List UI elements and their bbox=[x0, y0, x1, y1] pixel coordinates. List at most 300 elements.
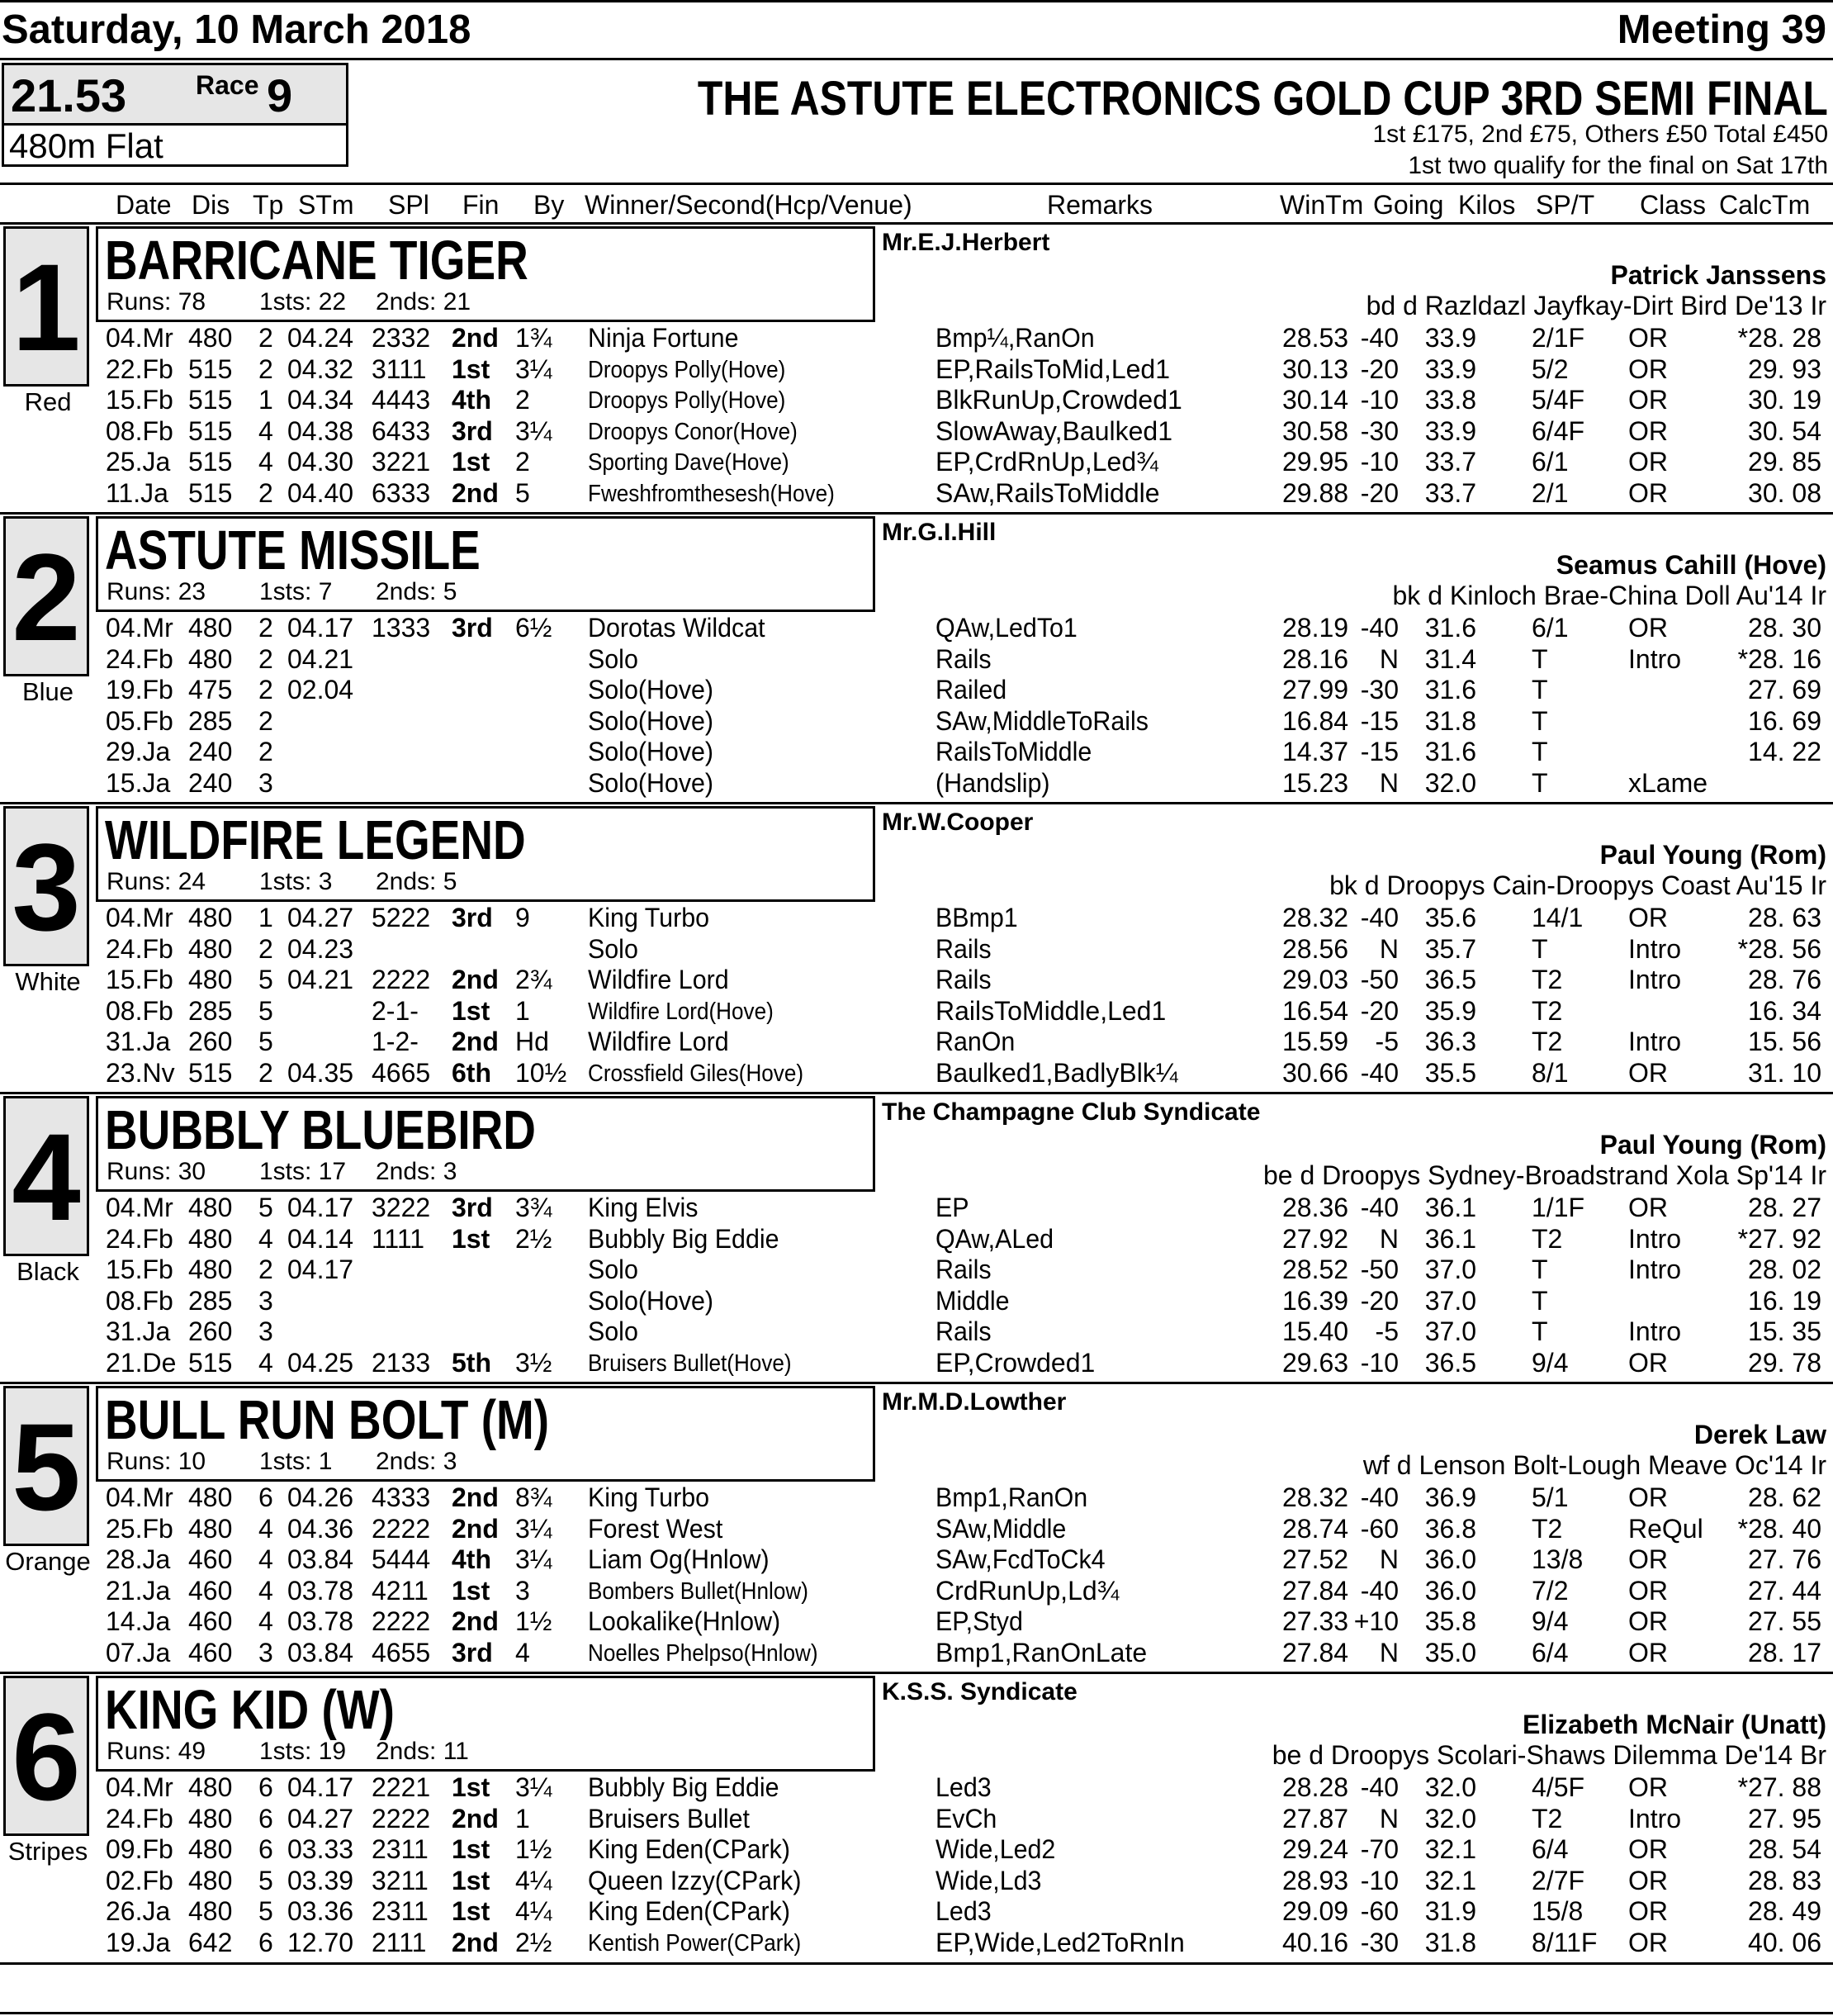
trap-number: 1 bbox=[12, 238, 81, 377]
form-spl: 2311 bbox=[372, 1896, 429, 1927]
form-row bbox=[0, 478, 1833, 510]
form-remarks: EvCh bbox=[935, 1803, 997, 1833]
race-box bbox=[2, 63, 348, 167]
form-calc: 28. 63 bbox=[1748, 903, 1821, 932]
form-winner: Sporting Dave(Hove) bbox=[588, 449, 789, 477]
form-spt: 9/4 bbox=[1532, 1348, 1569, 1378]
form-tp: 4 bbox=[258, 415, 273, 446]
form-calc: 28. 17 bbox=[1748, 1638, 1821, 1667]
form-date: 24.Fb bbox=[106, 933, 173, 964]
form-kilos: 36.9 bbox=[1424, 1482, 1476, 1512]
form-wintm: 15.59 bbox=[1282, 1027, 1349, 1057]
form-going: -50 bbox=[1360, 1255, 1399, 1285]
form-going: N bbox=[1379, 933, 1399, 964]
form-row bbox=[0, 1576, 1833, 1607]
form-stm: 04.23 bbox=[287, 933, 354, 964]
form-spl: 2222 bbox=[372, 1803, 431, 1833]
form-kilos: 35.5 bbox=[1424, 1058, 1476, 1088]
form-winner: Solo bbox=[588, 1255, 638, 1285]
seconds-count: 2nds: 5 bbox=[376, 868, 457, 895]
form-remarks: EP bbox=[935, 1193, 969, 1222]
col-fin: Fin bbox=[462, 190, 500, 220]
form-remarks: SAw,FcdToCk4 bbox=[935, 1544, 1106, 1575]
form-date: 04.Mr bbox=[106, 613, 173, 643]
form-wintm: 28.93 bbox=[1282, 1865, 1349, 1895]
form-dis: 515 bbox=[188, 415, 233, 446]
form-by: 3½ bbox=[515, 1348, 552, 1378]
form-by: 3 bbox=[515, 1575, 530, 1606]
form-dis: 515 bbox=[188, 385, 233, 415]
form-stm: 03.78 bbox=[287, 1575, 354, 1606]
form-dis: 480 bbox=[188, 1193, 233, 1222]
dog-name: WILDFIRE LEGEND bbox=[105, 809, 526, 871]
form-going: -40 bbox=[1360, 1575, 1399, 1606]
form-stm: 03.39 bbox=[287, 1865, 354, 1895]
form-fin: 1st bbox=[452, 1865, 490, 1895]
form-row bbox=[0, 1286, 1833, 1317]
form-dis: 260 bbox=[188, 1027, 233, 1057]
breeding: be d Droopys Sydney-Broadstrand Xola Sp'14 Ir bbox=[1262, 1160, 1826, 1190]
form-row bbox=[0, 768, 1833, 799]
form-remarks: (Handslip) bbox=[935, 768, 1050, 798]
form-date: 07.Ja bbox=[106, 1638, 171, 1667]
form-cls: OR bbox=[1628, 1834, 1668, 1865]
form-stm: 03.84 bbox=[287, 1544, 354, 1575]
form-remarks: SAw,MiddleToRails bbox=[935, 705, 1149, 736]
form-row bbox=[0, 675, 1833, 706]
form-winner: Queen Izzy(CPark) bbox=[588, 1865, 802, 1895]
form-by: 3¼ bbox=[515, 1513, 552, 1544]
form-row bbox=[0, 1834, 1833, 1866]
form-date: 05.Fb bbox=[106, 705, 173, 736]
form-spt: 6/4F bbox=[1532, 415, 1585, 446]
form-spl: 4443 bbox=[372, 385, 431, 415]
form-cls: OR bbox=[1628, 1638, 1668, 1667]
runs-count: Runs: 10 bbox=[107, 1448, 206, 1475]
form-going: -20 bbox=[1360, 995, 1399, 1026]
form-calc: 30. 08 bbox=[1748, 478, 1821, 508]
firsts-count: 1sts: 1 bbox=[259, 1448, 333, 1475]
form-kilos: 32.0 bbox=[1424, 1803, 1476, 1833]
form-fin: 5th bbox=[452, 1348, 491, 1378]
form-remarks: EP,CrdRnUp,Led¾ bbox=[935, 447, 1158, 477]
form-fin: 3rd bbox=[452, 1193, 493, 1222]
form-tp: 6 bbox=[258, 1803, 273, 1833]
runner-separator bbox=[0, 1092, 1833, 1094]
form-winner: Forest West bbox=[588, 1513, 723, 1544]
form-wintm: 16.84 bbox=[1282, 705, 1349, 736]
form-tp: 5 bbox=[258, 1865, 273, 1895]
form-going: N bbox=[1379, 1544, 1399, 1575]
owner: Mr.W.Cooper bbox=[882, 809, 1034, 836]
form-fin: 2nd bbox=[452, 323, 499, 353]
form-dis: 480 bbox=[188, 965, 233, 995]
form-dis: 515 bbox=[188, 447, 233, 477]
form-tp: 6 bbox=[258, 1928, 273, 1957]
form-calc: 40. 06 bbox=[1748, 1928, 1821, 1957]
form-winner: Droopys Polly(Hove) bbox=[588, 356, 786, 383]
form-row bbox=[0, 613, 1833, 644]
form-date: 04.Mr bbox=[106, 323, 173, 353]
form-date: 31.Ja bbox=[106, 1027, 171, 1057]
form-fin: 1st bbox=[452, 1575, 490, 1606]
col-remarks: Remarks bbox=[1047, 190, 1153, 220]
form-going: -50 bbox=[1360, 965, 1399, 995]
form-going: -30 bbox=[1360, 675, 1399, 705]
firsts-count: 1sts: 17 bbox=[259, 1158, 347, 1185]
form-kilos: 31.4 bbox=[1424, 643, 1476, 674]
form-winner: Solo(Hove) bbox=[588, 737, 714, 767]
form-date: 25.Fb bbox=[106, 1513, 173, 1544]
form-date: 22.Fb bbox=[106, 353, 173, 384]
race-distance: 480m Flat bbox=[9, 126, 163, 165]
form-spl: 4665 bbox=[372, 1058, 431, 1088]
runner-separator bbox=[0, 512, 1833, 515]
col-spt: SP/T bbox=[1536, 190, 1595, 220]
form-by: 1½ bbox=[515, 1834, 552, 1865]
firsts-count: 1sts: 7 bbox=[259, 578, 333, 605]
form-row bbox=[0, 1544, 1833, 1576]
form-remarks: Rails bbox=[935, 643, 992, 674]
form-tp: 1 bbox=[258, 903, 273, 932]
form-dis: 460 bbox=[188, 1606, 233, 1637]
form-date: 08.Fb bbox=[106, 1285, 173, 1316]
form-dis: 480 bbox=[188, 933, 233, 964]
form-by: 1½ bbox=[515, 1606, 552, 1637]
form-cls: ReQul bbox=[1628, 1513, 1703, 1544]
form-stm: 04.26 bbox=[287, 1482, 354, 1512]
form-stm: 04.25 bbox=[287, 1348, 354, 1378]
form-date: 15.Fb bbox=[106, 1255, 173, 1285]
form-spt: 5/1 bbox=[1532, 1482, 1569, 1512]
seconds-count: 2nds: 11 bbox=[376, 1738, 469, 1765]
form-going: -15 bbox=[1360, 705, 1399, 736]
owner: Mr.G.I.Hill bbox=[882, 519, 997, 546]
form-winner: Bombers Bullet(Hnlow) bbox=[588, 1577, 808, 1605]
form-stm: 04.30 bbox=[287, 447, 354, 477]
form-date: 19.Ja bbox=[106, 1928, 171, 1957]
form-going: -40 bbox=[1360, 1772, 1399, 1802]
form-going: -20 bbox=[1360, 353, 1399, 384]
form-stm: 04.14 bbox=[287, 1223, 354, 1254]
form-spl: 4211 bbox=[372, 1575, 429, 1606]
form-going: -40 bbox=[1360, 323, 1399, 353]
form-date: 02.Fb bbox=[106, 1865, 173, 1895]
form-cls: OR bbox=[1628, 1606, 1668, 1637]
form-spt: 1/1F bbox=[1532, 1193, 1585, 1222]
form-fin: 1st bbox=[452, 1834, 490, 1865]
form-calc: *28. 28 bbox=[1737, 323, 1821, 353]
form-dis: 480 bbox=[188, 1513, 233, 1544]
form-cls: OR bbox=[1628, 415, 1668, 446]
form-winner: Solo bbox=[588, 933, 638, 964]
dog-name-box bbox=[96, 226, 875, 322]
form-kilos: 32.1 bbox=[1424, 1865, 1476, 1895]
form-kilos: 31.8 bbox=[1424, 705, 1476, 736]
form-wintm: 28.56 bbox=[1282, 933, 1349, 964]
runner-separator bbox=[0, 1672, 1833, 1674]
form-spl: 3111 bbox=[372, 353, 427, 384]
col-calctm: CalcTm bbox=[1719, 190, 1811, 220]
form-going: -40 bbox=[1360, 903, 1399, 932]
form-row bbox=[0, 1928, 1833, 1959]
form-winner: Lookalike(Hnlow) bbox=[588, 1606, 781, 1637]
trap-number: 4 bbox=[12, 1108, 81, 1246]
form-cls: OR bbox=[1628, 353, 1668, 384]
form-dis: 515 bbox=[188, 1058, 233, 1088]
runs-count: Runs: 23 bbox=[107, 578, 206, 605]
form-going: -5 bbox=[1375, 1027, 1399, 1057]
form-spt: T2 bbox=[1532, 1803, 1563, 1833]
form-dis: 475 bbox=[188, 675, 233, 705]
owner: The Champagne Club Syndicate bbox=[882, 1098, 1261, 1126]
form-going: -20 bbox=[1360, 478, 1399, 508]
form-cls: Intro bbox=[1628, 1316, 1682, 1347]
firsts-count: 1sts: 3 bbox=[259, 868, 333, 895]
form-kilos: 33.9 bbox=[1424, 415, 1476, 446]
form-row bbox=[0, 1866, 1833, 1897]
form-winner: Wildfire Lord(Hove) bbox=[588, 998, 774, 1025]
form-cls: OR bbox=[1628, 385, 1668, 415]
form-wintm: 27.84 bbox=[1282, 1575, 1349, 1606]
form-calc: 14. 22 bbox=[1748, 737, 1821, 767]
form-stm: 04.21 bbox=[287, 643, 354, 674]
form-dis: 480 bbox=[188, 1772, 233, 1802]
prize-money: 1st £175, 2nd £75, Others £50 Total £450 bbox=[1372, 121, 1828, 148]
form-spl: 4655 bbox=[372, 1638, 431, 1667]
form-remarks: Wide,Ld3 bbox=[935, 1865, 1042, 1895]
form-date: 24.Fb bbox=[106, 643, 173, 674]
form-spt: T bbox=[1532, 1255, 1548, 1285]
form-spt: 15/8 bbox=[1532, 1896, 1584, 1927]
form-spl: 2222 bbox=[372, 1513, 431, 1544]
form-wintm: 29.09 bbox=[1282, 1896, 1349, 1927]
form-going: -10 bbox=[1360, 1865, 1399, 1895]
form-going: N bbox=[1379, 1223, 1399, 1254]
form-spl: 2332 bbox=[372, 323, 431, 353]
form-by: 3¾ bbox=[515, 1193, 552, 1222]
form-by: 3¼ bbox=[515, 1544, 552, 1575]
form-tp: 4 bbox=[258, 1575, 273, 1606]
breeding: be d Droopys Scolari-Shaws Dilemma De'14 Br bbox=[1272, 1740, 1826, 1770]
form-spt: 8/1 bbox=[1532, 1058, 1569, 1088]
dog-name: BARRICANE TIGER bbox=[105, 230, 528, 292]
form-calc: 15. 56 bbox=[1748, 1027, 1821, 1057]
form-date: 15.Fb bbox=[106, 385, 173, 415]
trap-colour: White bbox=[15, 967, 81, 996]
form-row bbox=[0, 385, 1833, 416]
form-dis: 240 bbox=[188, 768, 233, 798]
form-kilos: 35.8 bbox=[1424, 1606, 1476, 1637]
runner-separator bbox=[0, 222, 1833, 225]
form-calc: 28. 54 bbox=[1748, 1834, 1821, 1865]
form-winner: Bruisers Bullet bbox=[588, 1803, 750, 1833]
form-dis: 480 bbox=[188, 903, 233, 932]
form-spl: 2111 bbox=[372, 1928, 427, 1957]
form-tp: 2 bbox=[258, 478, 273, 508]
form-going: -15 bbox=[1360, 737, 1399, 767]
col-dis: Dis bbox=[192, 190, 230, 220]
form-tp: 2 bbox=[258, 705, 273, 736]
form-cls: OR bbox=[1628, 1482, 1668, 1512]
form-dis: 285 bbox=[188, 705, 233, 736]
col-going: Going bbox=[1373, 190, 1444, 220]
form-by: 9 bbox=[515, 903, 530, 932]
form-spt: T2 bbox=[1532, 965, 1563, 995]
form-kilos: 37.0 bbox=[1424, 1316, 1476, 1347]
form-row bbox=[0, 1482, 1833, 1514]
form-row bbox=[0, 1348, 1833, 1379]
form-winner: Solo(Hove) bbox=[588, 768, 714, 798]
form-tp: 5 bbox=[258, 965, 273, 995]
form-fin: 6th bbox=[452, 1058, 491, 1088]
form-dis: 480 bbox=[188, 1482, 233, 1512]
form-by: Hd bbox=[515, 1027, 549, 1057]
form-tp: 5 bbox=[258, 1896, 273, 1927]
form-remarks: RailsToMiddle,Led1 bbox=[935, 995, 1167, 1026]
form-calc: 27. 76 bbox=[1748, 1544, 1821, 1575]
col-tp: Tp bbox=[253, 190, 284, 220]
form-tp: 4 bbox=[258, 1544, 273, 1575]
form-dis: 515 bbox=[188, 478, 233, 508]
form-calc: 28. 83 bbox=[1748, 1865, 1821, 1895]
form-winner: Ninja Fortune bbox=[588, 323, 739, 353]
meeting-date: Saturday, 10 March 2018 bbox=[2, 7, 471, 52]
form-winner: Solo bbox=[588, 1316, 638, 1347]
form-wintm: 27.92 bbox=[1282, 1223, 1349, 1254]
form-spt: 4/5F bbox=[1532, 1772, 1585, 1802]
dog-name: BUBBLY BLUEBIRD bbox=[105, 1099, 536, 1161]
form-dis: 240 bbox=[188, 737, 233, 767]
form-spt: T bbox=[1532, 768, 1548, 798]
form-spt: 2/1 bbox=[1532, 478, 1569, 508]
form-cls: OR bbox=[1628, 1575, 1668, 1606]
form-winner: King Eden(CPark) bbox=[588, 1834, 790, 1865]
dog-name: ASTUTE MISSILE bbox=[105, 519, 481, 581]
form-kilos: 32.1 bbox=[1424, 1834, 1476, 1865]
form-winner: Solo bbox=[588, 643, 638, 674]
trainer: Derek Law bbox=[1693, 1420, 1826, 1449]
form-remarks: Bmp1,RanOn bbox=[935, 1482, 1088, 1512]
dog-name-box bbox=[96, 516, 875, 612]
form-stm: 03.33 bbox=[287, 1834, 354, 1865]
form-tp: 2 bbox=[258, 675, 273, 705]
form-wintm: 14.37 bbox=[1282, 737, 1349, 767]
form-spl: 1111 bbox=[372, 1223, 425, 1254]
col-spl: SPl bbox=[388, 190, 429, 220]
form-going: N bbox=[1379, 643, 1399, 674]
col-wintm: WinTm bbox=[1280, 190, 1364, 220]
form-row bbox=[0, 1804, 1833, 1835]
form-calc: *28. 16 bbox=[1737, 643, 1821, 674]
form-cls: OR bbox=[1628, 323, 1668, 353]
form-spl: 2222 bbox=[372, 1606, 431, 1637]
form-row bbox=[0, 1058, 1833, 1089]
trainer: Paul Young (Rom) bbox=[1599, 1130, 1826, 1160]
form-stm: 04.17 bbox=[287, 1772, 354, 1802]
form-fin: 1st bbox=[452, 1896, 490, 1927]
form-stm: 04.17 bbox=[287, 1255, 354, 1285]
form-tp: 6 bbox=[258, 1482, 273, 1512]
form-tp: 3 bbox=[258, 1638, 273, 1667]
breeding: bk d Kinloch Brae-China Doll Au'14 Ir bbox=[1392, 581, 1826, 610]
form-fin: 1st bbox=[452, 1772, 490, 1802]
form-calc: 29. 78 bbox=[1748, 1348, 1821, 1378]
form-remarks: EP,Wide,Led2ToRnIn bbox=[935, 1928, 1185, 1957]
form-wintm: 28.28 bbox=[1282, 1772, 1349, 1802]
race-time: 21.53 bbox=[11, 69, 127, 121]
form-cls: OR bbox=[1628, 1772, 1668, 1802]
form-going: -70 bbox=[1360, 1834, 1399, 1865]
form-stm: 04.36 bbox=[287, 1513, 354, 1544]
form-row bbox=[0, 1316, 1833, 1348]
form-kilos: 32.0 bbox=[1424, 768, 1476, 798]
form-wintm: 16.39 bbox=[1282, 1285, 1349, 1316]
form-remarks: Led3 bbox=[935, 1896, 992, 1927]
form-wintm: 29.03 bbox=[1282, 965, 1349, 995]
form-spt: T bbox=[1532, 933, 1548, 964]
trainer: Paul Young (Rom) bbox=[1599, 840, 1826, 870]
form-wintm: 28.19 bbox=[1282, 613, 1349, 643]
form-tp: 2 bbox=[258, 613, 273, 643]
form-calc: 29. 85 bbox=[1748, 447, 1821, 477]
form-going: -30 bbox=[1360, 1928, 1399, 1957]
col-kilos: Kilos bbox=[1458, 190, 1516, 220]
form-cls: OR bbox=[1628, 1865, 1668, 1895]
form-date: 08.Fb bbox=[106, 995, 173, 1026]
form-cls: OR bbox=[1628, 903, 1668, 932]
form-remarks: Led3 bbox=[935, 1772, 992, 1802]
form-row bbox=[0, 1772, 1833, 1804]
form-calc: 30. 19 bbox=[1748, 385, 1821, 415]
form-spt: 8/11F bbox=[1532, 1928, 1598, 1957]
form-calc: 28. 62 bbox=[1748, 1482, 1821, 1512]
form-tp: 1 bbox=[258, 385, 273, 415]
form-row bbox=[0, 1606, 1833, 1638]
form-calc: 16. 34 bbox=[1748, 995, 1821, 1026]
form-dis: 285 bbox=[188, 995, 233, 1026]
form-winner: Droopys Polly(Hove) bbox=[588, 387, 786, 415]
form-wintm: 29.24 bbox=[1282, 1834, 1349, 1865]
form-date: 28.Ja bbox=[106, 1544, 171, 1575]
form-tp: 2 bbox=[258, 643, 273, 674]
form-date: 24.Fb bbox=[106, 1223, 173, 1254]
form-cls: Intro bbox=[1628, 643, 1682, 674]
form-dis: 515 bbox=[188, 1348, 233, 1378]
form-wintm: 28.32 bbox=[1282, 1482, 1349, 1512]
form-fin: 2nd bbox=[452, 965, 499, 995]
form-cls: OR bbox=[1628, 1928, 1668, 1957]
form-dis: 460 bbox=[188, 1544, 233, 1575]
form-row bbox=[0, 737, 1833, 768]
form-by: 8¾ bbox=[515, 1482, 552, 1512]
form-kilos: 35.6 bbox=[1424, 903, 1476, 932]
form-remarks: BlkRunUp,Crowded1 bbox=[935, 385, 1182, 415]
form-kilos: 36.1 bbox=[1424, 1193, 1476, 1222]
runner-separator bbox=[0, 1382, 1833, 1384]
form-wintm: 28.74 bbox=[1282, 1513, 1349, 1544]
form-spl: 3221 bbox=[372, 447, 431, 477]
form-dis: 480 bbox=[188, 1865, 233, 1895]
form-date: 04.Mr bbox=[106, 1772, 173, 1802]
form-spt: 2/7F bbox=[1532, 1865, 1585, 1895]
firsts-count: 1sts: 19 bbox=[259, 1738, 347, 1765]
form-spl: 2-1- bbox=[372, 995, 419, 1026]
form-cls: Intro bbox=[1628, 965, 1682, 995]
form-going: -40 bbox=[1360, 613, 1399, 643]
trap-colour: Black bbox=[17, 1257, 79, 1286]
owner: Mr.M.D.Lowther bbox=[882, 1388, 1067, 1416]
